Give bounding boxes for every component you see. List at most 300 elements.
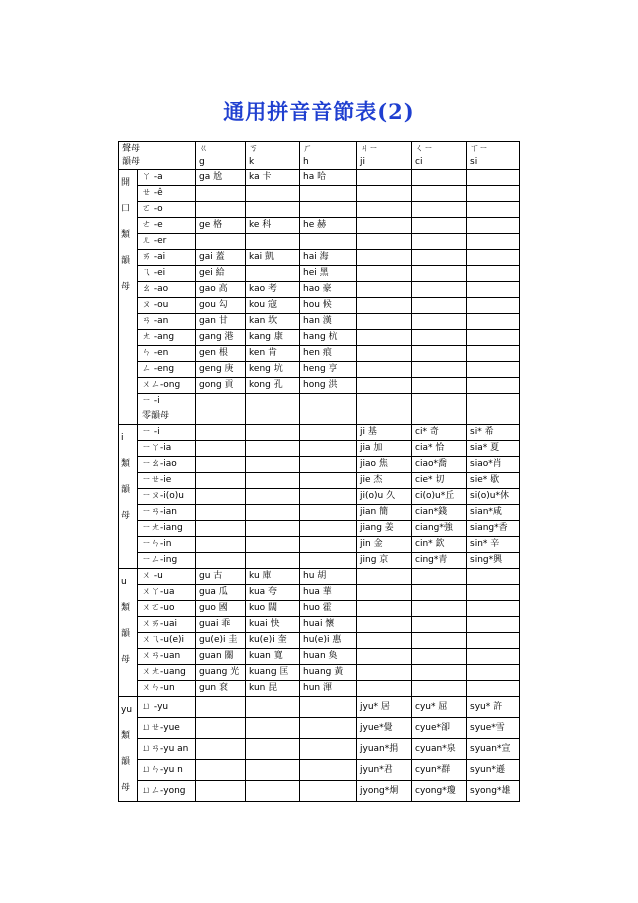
syllable-cell: hu(e)i 惠 <box>300 633 357 649</box>
syllable-cell <box>357 330 412 346</box>
syllable-cell <box>357 202 412 218</box>
syllable-cell <box>196 473 246 489</box>
table-row <box>119 489 520 505</box>
syllable-cell: huo 霍 <box>300 601 357 617</box>
syllable-cell <box>467 282 520 298</box>
syllable-cell: cing*青 <box>412 553 467 569</box>
syllable-cell: si(o)u*休 <box>467 489 520 505</box>
syllable-cell <box>196 186 246 202</box>
syllable-cell <box>246 441 300 457</box>
syllable-cell <box>246 697 300 718</box>
syllable-cell: hang 杭 <box>300 330 357 346</box>
syllable-cell <box>357 218 412 234</box>
syllable-cell <box>467 569 520 585</box>
syllable-cell: syu* 許 <box>467 697 520 718</box>
syllable-cell <box>300 781 357 802</box>
syllable-cell: jyuan*捐 <box>357 739 412 760</box>
table-row <box>119 362 520 378</box>
final-cell: ㄩㄢ-yu an <box>138 739 196 760</box>
syllable-cell: hou 候 <box>300 298 357 314</box>
syllable-cell <box>412 314 467 330</box>
table-row <box>119 250 520 266</box>
table-row <box>119 394 520 425</box>
syllable-cell: kai 凱 <box>246 250 300 266</box>
header-initial: ㄐㄧ ji <box>357 142 412 170</box>
syllable-cell: hu 胡 <box>300 569 357 585</box>
syllable-cell <box>357 362 412 378</box>
syllable-cell <box>196 505 246 521</box>
syllable-cell <box>246 760 300 781</box>
syllable-cell: si* 希 <box>467 425 520 441</box>
final-cell: ㄧㄣ-in <box>138 537 196 553</box>
syllable-cell: cian*錢 <box>412 505 467 521</box>
final-cell: ㄨㄢ-uan <box>138 649 196 665</box>
header-initial: ㄍ g <box>196 142 246 170</box>
syllable-cell <box>246 521 300 537</box>
syllable-cell <box>467 346 520 362</box>
syllable-cell: sian*咸 <box>467 505 520 521</box>
table-row <box>119 601 520 617</box>
syllable-cell: ci* 奇 <box>412 425 467 441</box>
syllable-cell: hun 渾 <box>300 681 357 697</box>
syllable-cell <box>357 298 412 314</box>
syllable-cell: ke 科 <box>246 218 300 234</box>
syllable-cell <box>412 649 467 665</box>
syllable-cell <box>196 697 246 718</box>
syllable-cell <box>196 739 246 760</box>
table-row <box>119 718 520 739</box>
table-row <box>119 234 520 250</box>
syllable-cell <box>300 760 357 781</box>
syllable-cell: hong 洪 <box>300 378 357 394</box>
table-row <box>119 378 520 394</box>
syllable-cell: jyong*炯 <box>357 781 412 802</box>
table-row <box>119 202 520 218</box>
header-row <box>119 142 520 170</box>
syllable-cell <box>412 218 467 234</box>
syllable-cell <box>196 521 246 537</box>
syllable-cell <box>357 234 412 250</box>
final-cell: ㄧㄤ-iang <box>138 521 196 537</box>
final-cell: ㄧ -i <box>138 425 196 441</box>
syllable-cell <box>196 553 246 569</box>
table-row <box>119 633 520 649</box>
syllable-cell: huai 懷 <box>300 617 357 633</box>
final-cell: ㄨㄣ-un <box>138 681 196 697</box>
syllable-cell <box>357 569 412 585</box>
syllable-cell <box>196 202 246 218</box>
syllable-cell: ku(e)i 奎 <box>246 633 300 649</box>
syllable-cell: jing 京 <box>357 553 412 569</box>
table-row <box>119 569 520 585</box>
section-label: yu 類 韻 母 <box>119 697 138 802</box>
header-initial: ㄎ k <box>246 142 300 170</box>
syllable-cell: guo 國 <box>196 601 246 617</box>
header-initial: ㄏ h <box>300 142 357 170</box>
table-row <box>119 521 520 537</box>
syllable-cell <box>467 394 520 425</box>
final-cell: ㄨㄞ-uai <box>138 617 196 633</box>
final-cell: ㄥ -eng <box>138 362 196 378</box>
syllable-cell <box>246 718 300 739</box>
syllable-cell <box>412 234 467 250</box>
syllable-cell <box>196 537 246 553</box>
syllable-cell: kuang 匡 <box>246 665 300 681</box>
syllable-cell <box>357 282 412 298</box>
syllable-cell: sin* 辛 <box>467 537 520 553</box>
syllable-cell <box>412 569 467 585</box>
final-cell: ㄧㄚ-ia <box>138 441 196 457</box>
final-cell: ㄡ -ou <box>138 298 196 314</box>
syllable-cell <box>357 394 412 425</box>
syllable-cell <box>246 394 300 425</box>
syllable-cell <box>196 718 246 739</box>
table-row <box>119 760 520 781</box>
table-row <box>119 781 520 802</box>
syllable-cell <box>412 633 467 649</box>
syllable-cell: kou 寇 <box>246 298 300 314</box>
syllable-cell <box>412 250 467 266</box>
syllable-cell: gun 袞 <box>196 681 246 697</box>
syllable-cell: ku 庫 <box>246 569 300 585</box>
syllable-cell <box>246 202 300 218</box>
final-cell: ㄦ -er <box>138 234 196 250</box>
syllable-cell <box>467 362 520 378</box>
syllable-cell <box>357 250 412 266</box>
syllable-cell <box>300 234 357 250</box>
table-row <box>119 314 520 330</box>
syllable-cell <box>246 186 300 202</box>
syllable-cell: hao 豪 <box>300 282 357 298</box>
syllable-cell <box>467 585 520 601</box>
syllable-cell <box>467 378 520 394</box>
syllable-cell: ji 基 <box>357 425 412 441</box>
syllable-cell <box>357 665 412 681</box>
table-row <box>119 473 520 489</box>
syllable-cell: syuan*宣 <box>467 739 520 760</box>
syllable-cell: cie* 切 <box>412 473 467 489</box>
final-cell: ㄠ -ao <box>138 282 196 298</box>
syllable-cell <box>196 425 246 441</box>
syllable-cell <box>467 617 520 633</box>
syllable-cell: guan 關 <box>196 649 246 665</box>
syllable-cell <box>246 473 300 489</box>
syllable-cell: jyun*君 <box>357 760 412 781</box>
table-row <box>119 346 520 362</box>
syllable-cell <box>412 202 467 218</box>
table-row <box>119 282 520 298</box>
syllable-cell <box>357 633 412 649</box>
final-cell: ㄨㄟ-u(e)i <box>138 633 196 649</box>
syllable-cell: sie* 歇 <box>467 473 520 489</box>
syllable-cell: gou 勾 <box>196 298 246 314</box>
syllable-cell <box>412 298 467 314</box>
syllable-cell: hei 黑 <box>300 266 357 282</box>
syllable-cell: ga 尬 <box>196 170 246 186</box>
syllable-cell: cyue*卻 <box>412 718 467 739</box>
final-cell: ㄨㄤ-uang <box>138 665 196 681</box>
syllable-cell: syong*雄 <box>467 781 520 802</box>
syllable-cell <box>412 681 467 697</box>
header-corner: 聲母 韻母 <box>119 142 196 170</box>
table-row <box>119 330 520 346</box>
syllable-cell: kuan 寬 <box>246 649 300 665</box>
final-cell: ㄚ -a <box>138 170 196 186</box>
syllable-cell: kan 坎 <box>246 314 300 330</box>
syllable-cell <box>412 266 467 282</box>
syllable-cell <box>300 739 357 760</box>
syllable-cell <box>246 266 300 282</box>
syllable-cell <box>357 601 412 617</box>
syllable-cell <box>196 234 246 250</box>
syllable-cell: cin* 欽 <box>412 537 467 553</box>
syllable-cell: han 漢 <box>300 314 357 330</box>
syllable-cell <box>412 617 467 633</box>
table-row <box>119 585 520 601</box>
syllable-cell: gua 瓜 <box>196 585 246 601</box>
syllable-cell <box>300 457 357 473</box>
syllable-cell <box>246 489 300 505</box>
syllable-cell <box>246 457 300 473</box>
syllable-cell <box>412 282 467 298</box>
syllable-cell <box>412 170 467 186</box>
syllable-cell <box>246 234 300 250</box>
syllable-cell: syun*遜 <box>467 760 520 781</box>
final-cell: ㄣ -en <box>138 346 196 362</box>
syllable-cell: jie 杰 <box>357 473 412 489</box>
final-cell: ㄩ -yu <box>138 697 196 718</box>
syllable-cell <box>412 330 467 346</box>
syllable-cell: cyu* 屈 <box>412 697 467 718</box>
final-cell: ㄜ -e <box>138 218 196 234</box>
syllable-table <box>118 141 520 802</box>
syllable-cell <box>467 218 520 234</box>
syllable-cell <box>357 314 412 330</box>
syllable-cell: huan 奐 <box>300 649 357 665</box>
syllable-cell <box>300 537 357 553</box>
syllable-cell <box>300 441 357 457</box>
syllable-cell: hua 華 <box>300 585 357 601</box>
syllable-cell: siang*香 <box>467 521 520 537</box>
table-row <box>119 665 520 681</box>
final-cell: ㄨㄛ-uo <box>138 601 196 617</box>
final-cell: ㄩㄣ-yu n <box>138 760 196 781</box>
syllable-cell <box>467 202 520 218</box>
syllable-cell <box>467 633 520 649</box>
syllable-cell <box>300 718 357 739</box>
syllable-cell <box>246 553 300 569</box>
syllable-cell <box>300 202 357 218</box>
syllable-cell <box>300 697 357 718</box>
syllable-cell <box>467 649 520 665</box>
syllable-cell: jyue*覺 <box>357 718 412 739</box>
syllable-cell <box>357 378 412 394</box>
syllable-cell: huang 黃 <box>300 665 357 681</box>
syllable-cell <box>467 186 520 202</box>
syllable-cell <box>357 681 412 697</box>
syllable-cell <box>467 330 520 346</box>
syllable-cell: hai 海 <box>300 250 357 266</box>
section-label: i 類 韻 母 <box>119 425 138 569</box>
syllable-cell <box>196 781 246 802</box>
final-cell: ㄧㄡ-i(o)u <box>138 489 196 505</box>
syllable-cell <box>412 394 467 425</box>
syllable-cell: kong 孔 <box>246 378 300 394</box>
syllable-cell: ken 肯 <box>246 346 300 362</box>
syllable-cell <box>196 489 246 505</box>
syllable-cell <box>300 521 357 537</box>
syllable-cell: jian 簡 <box>357 505 412 521</box>
syllable-cell <box>300 489 357 505</box>
syllable-cell: keng 坑 <box>246 362 300 378</box>
syllable-cell <box>467 234 520 250</box>
syllable-cell <box>412 601 467 617</box>
table-row <box>119 186 520 202</box>
syllable-cell <box>357 186 412 202</box>
syllable-cell: ciao*喬 <box>412 457 467 473</box>
syllable-cell <box>300 473 357 489</box>
syllable-cell: jin 金 <box>357 537 412 553</box>
syllable-cell: syue*雪 <box>467 718 520 739</box>
syllable-cell: kuo 闊 <box>246 601 300 617</box>
final-cell: ㄧㄠ-iao <box>138 457 196 473</box>
syllable-cell <box>246 739 300 760</box>
final-cell: ㄤ -ang <box>138 330 196 346</box>
syllable-cell: kao 考 <box>246 282 300 298</box>
syllable-cell: jiang 姜 <box>357 521 412 537</box>
syllable-cell: jiao 焦 <box>357 457 412 473</box>
syllable-cell: kun 昆 <box>246 681 300 697</box>
table-row <box>119 266 520 282</box>
table-row <box>119 739 520 760</box>
final-cell: ㄨㄚ-ua <box>138 585 196 601</box>
section-label: 開 口 類 韻 母 <box>119 170 138 425</box>
syllable-cell <box>412 378 467 394</box>
syllable-cell: siao*肖 <box>467 457 520 473</box>
syllable-cell: gei 給 <box>196 266 246 282</box>
syllable-cell <box>196 441 246 457</box>
syllable-cell <box>412 186 467 202</box>
syllable-cell: geng 庚 <box>196 362 246 378</box>
syllable-cell <box>300 553 357 569</box>
table-row <box>119 218 520 234</box>
syllable-cell <box>300 505 357 521</box>
syllable-cell: cyun*群 <box>412 760 467 781</box>
table-row <box>119 537 520 553</box>
final-cell: ㄨ -u <box>138 569 196 585</box>
syllable-cell: sing*興 <box>467 553 520 569</box>
syllable-cell <box>467 681 520 697</box>
syllable-cell: gu 古 <box>196 569 246 585</box>
final-cell: ㄩㄥ-yong <box>138 781 196 802</box>
syllable-cell: kuai 快 <box>246 617 300 633</box>
syllable-cell: ci(o)u*丘 <box>412 489 467 505</box>
header-initial: ㄑㄧ ci <box>412 142 467 170</box>
page-title: 通用拼音音節表(2) <box>223 99 415 124</box>
syllable-cell: he 赫 <box>300 218 357 234</box>
syllable-cell: cyuan*泉 <box>412 739 467 760</box>
syllable-cell <box>246 537 300 553</box>
final-cell: ㄩㄝ-yue <box>138 718 196 739</box>
final-cell: ㄞ -ai <box>138 250 196 266</box>
syllable-cell: hen 痕 <box>300 346 357 362</box>
final-cell: ㄧㄥ-ing <box>138 553 196 569</box>
syllable-cell <box>357 585 412 601</box>
syllable-cell <box>467 601 520 617</box>
table-row <box>119 649 520 665</box>
syllable-cell: ji(o)u 久 <box>357 489 412 505</box>
syllable-cell <box>357 346 412 362</box>
syllable-cell <box>196 457 246 473</box>
syllable-cell: guang 光 <box>196 665 246 681</box>
syllable-cell <box>246 781 300 802</box>
syllable-cell: kua 夸 <box>246 585 300 601</box>
final-cell: ㄧㄝ-ie <box>138 473 196 489</box>
syllable-cell <box>246 425 300 441</box>
syllable-cell: ge 格 <box>196 218 246 234</box>
syllable-cell <box>196 394 246 425</box>
table-row <box>119 441 520 457</box>
syllable-cell: gai 蓋 <box>196 250 246 266</box>
syllable-cell <box>357 649 412 665</box>
syllable-cell <box>467 665 520 681</box>
syllable-cell <box>412 362 467 378</box>
table-row <box>119 425 520 441</box>
final-cell: ㄟ -ei <box>138 266 196 282</box>
table-row <box>119 681 520 697</box>
syllable-cell: ha 哈 <box>300 170 357 186</box>
syllable-cell: gen 根 <box>196 346 246 362</box>
syllable-cell <box>300 425 357 441</box>
syllable-cell <box>467 266 520 282</box>
syllable-cell: ka 卡 <box>246 170 300 186</box>
table-row <box>119 170 520 186</box>
syllable-cell <box>300 186 357 202</box>
table-row <box>119 553 520 569</box>
syllable-cell <box>467 298 520 314</box>
syllable-cell <box>357 266 412 282</box>
syllable-cell <box>357 170 412 186</box>
syllable-cell <box>412 665 467 681</box>
syllable-cell <box>246 505 300 521</box>
syllable-cell: gu(e)i 圭 <box>196 633 246 649</box>
syllable-cell: gong 貢 <box>196 378 246 394</box>
syllable-cell: kang 康 <box>246 330 300 346</box>
syllable-cell: jyu* 居 <box>357 697 412 718</box>
syllable-cell <box>357 617 412 633</box>
header-initial: ㄒㄧ si <box>467 142 520 170</box>
syllable-cell <box>196 760 246 781</box>
final-cell: ㄧㄢ-ian <box>138 505 196 521</box>
syllable-cell: sia* 夏 <box>467 441 520 457</box>
table-row <box>119 457 520 473</box>
final-cell: ㄝ -ê <box>138 186 196 202</box>
syllable-cell <box>467 250 520 266</box>
syllable-cell: guai 乖 <box>196 617 246 633</box>
table-row <box>119 697 520 718</box>
final-cell: ㄛ -o <box>138 202 196 218</box>
syllable-cell <box>412 346 467 362</box>
section-label: u 類 韻 母 <box>119 569 138 697</box>
syllable-cell: heng 亨 <box>300 362 357 378</box>
syllable-cell <box>467 170 520 186</box>
table-row <box>119 298 520 314</box>
table-row <box>119 505 520 521</box>
syllable-cell <box>412 585 467 601</box>
syllable-cell: gang 港 <box>196 330 246 346</box>
table-row <box>119 617 520 633</box>
final-cell: ㄢ -an <box>138 314 196 330</box>
